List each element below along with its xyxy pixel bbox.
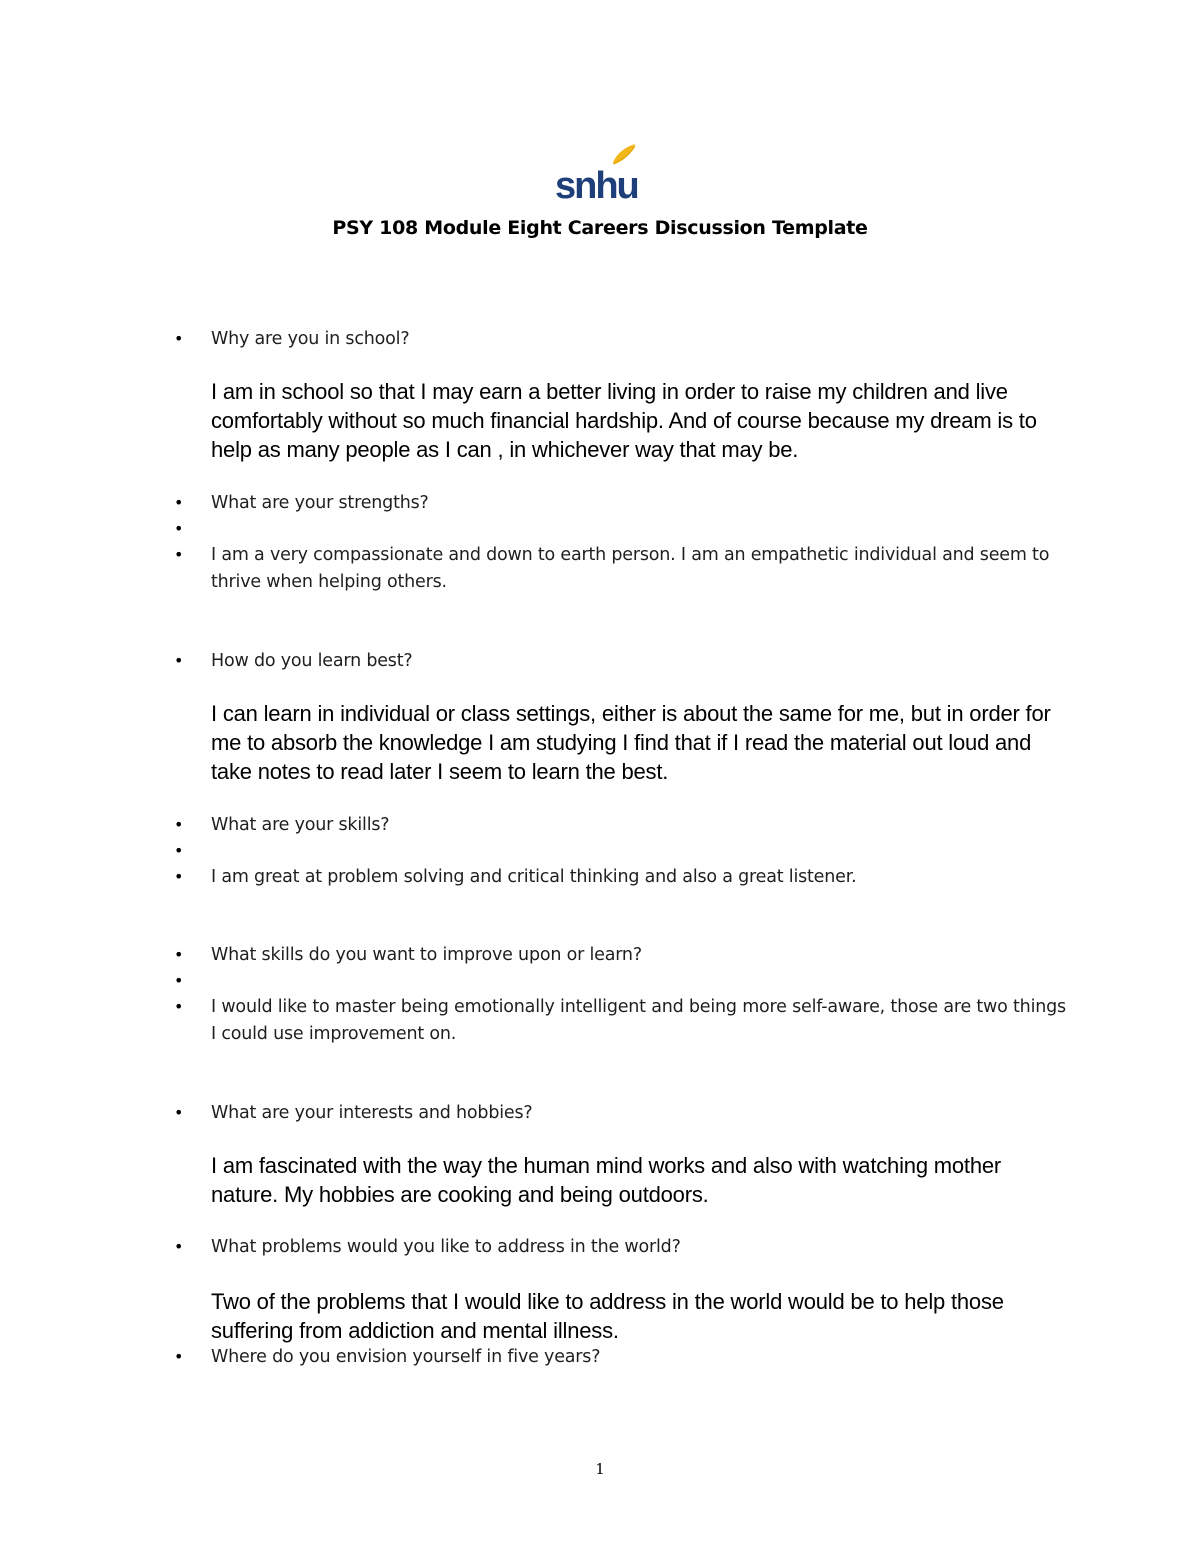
document-title: PSY 108 Module Eight Careers Discussion Template <box>332 217 868 239</box>
question-why-school: Why are you in school? <box>211 329 410 349</box>
question-problems: What problems would you like to address in the world? <box>211 1237 681 1257</box>
bullet: • <box>174 545 184 564</box>
answer-improve-skills: I would like to master being emotionally intelligent and being more self-aware, those are two things I could use improvement on. <box>211 997 1066 1044</box>
bullet: • <box>174 329 184 348</box>
answer-problems: Two of the problems that I would like to address in the world would be to help those suffering from addiction and mental illness. <box>211 1289 1004 1343</box>
logo-graphic <box>553 140 643 204</box>
bullet-empty: • <box>174 841 184 860</box>
bullet-empty: • <box>174 519 184 538</box>
bullet: • <box>174 997 184 1016</box>
bullet: • <box>174 815 184 834</box>
page-number: 1 <box>595 1460 605 1478</box>
bullet: • <box>174 867 184 886</box>
answer-strengths: I am a very compassionate and down to earth person. I am an empathetic individual and seem to thrive when helping others. <box>211 545 1050 592</box>
snhu-logo <box>553 140 643 204</box>
bullet-empty: • <box>174 971 184 990</box>
question-learn-best: How do you learn best? <box>211 651 413 671</box>
logo-text: snhu <box>555 165 638 204</box>
question-skills: What are your skills? <box>211 815 390 835</box>
bullet: • <box>174 945 184 964</box>
answer-learn-best: I can learn in individual or class settings, either is about the same for me, but in order for me to absorb the knowledge I am studying I find that if I read the material out loud and take notes to read later I seem to learn the best. <box>211 701 1051 784</box>
bullet: • <box>174 1237 184 1256</box>
bullet: • <box>174 493 184 512</box>
question-strengths: What are your strengths? <box>211 493 429 513</box>
answer-why-school: I am in school so that I may earn a better living in order to raise my children and live comfortably without so much financial hardship. And of course because my dream is to help as many people as I can , in whichever way that may be. <box>211 379 1037 462</box>
question-interests: What are your interests and hobbies? <box>211 1103 533 1123</box>
leaf-icon <box>613 144 635 164</box>
answer-interests: I am fascinated with the way the human mind works and also with watching mother nature. My hobbies are cooking and being outdoors. <box>211 1153 1002 1207</box>
answer-skills: I am great at problem solving and critical thinking and also a great listener. <box>211 867 857 887</box>
bullet: • <box>174 651 184 670</box>
bullet: • <box>174 1347 184 1366</box>
bullet: • <box>174 1103 184 1122</box>
question-improve-skills: What skills do you want to improve upon or learn? <box>211 945 642 965</box>
question-five-years: Where do you envision yourself in five years? <box>211 1347 601 1367</box>
